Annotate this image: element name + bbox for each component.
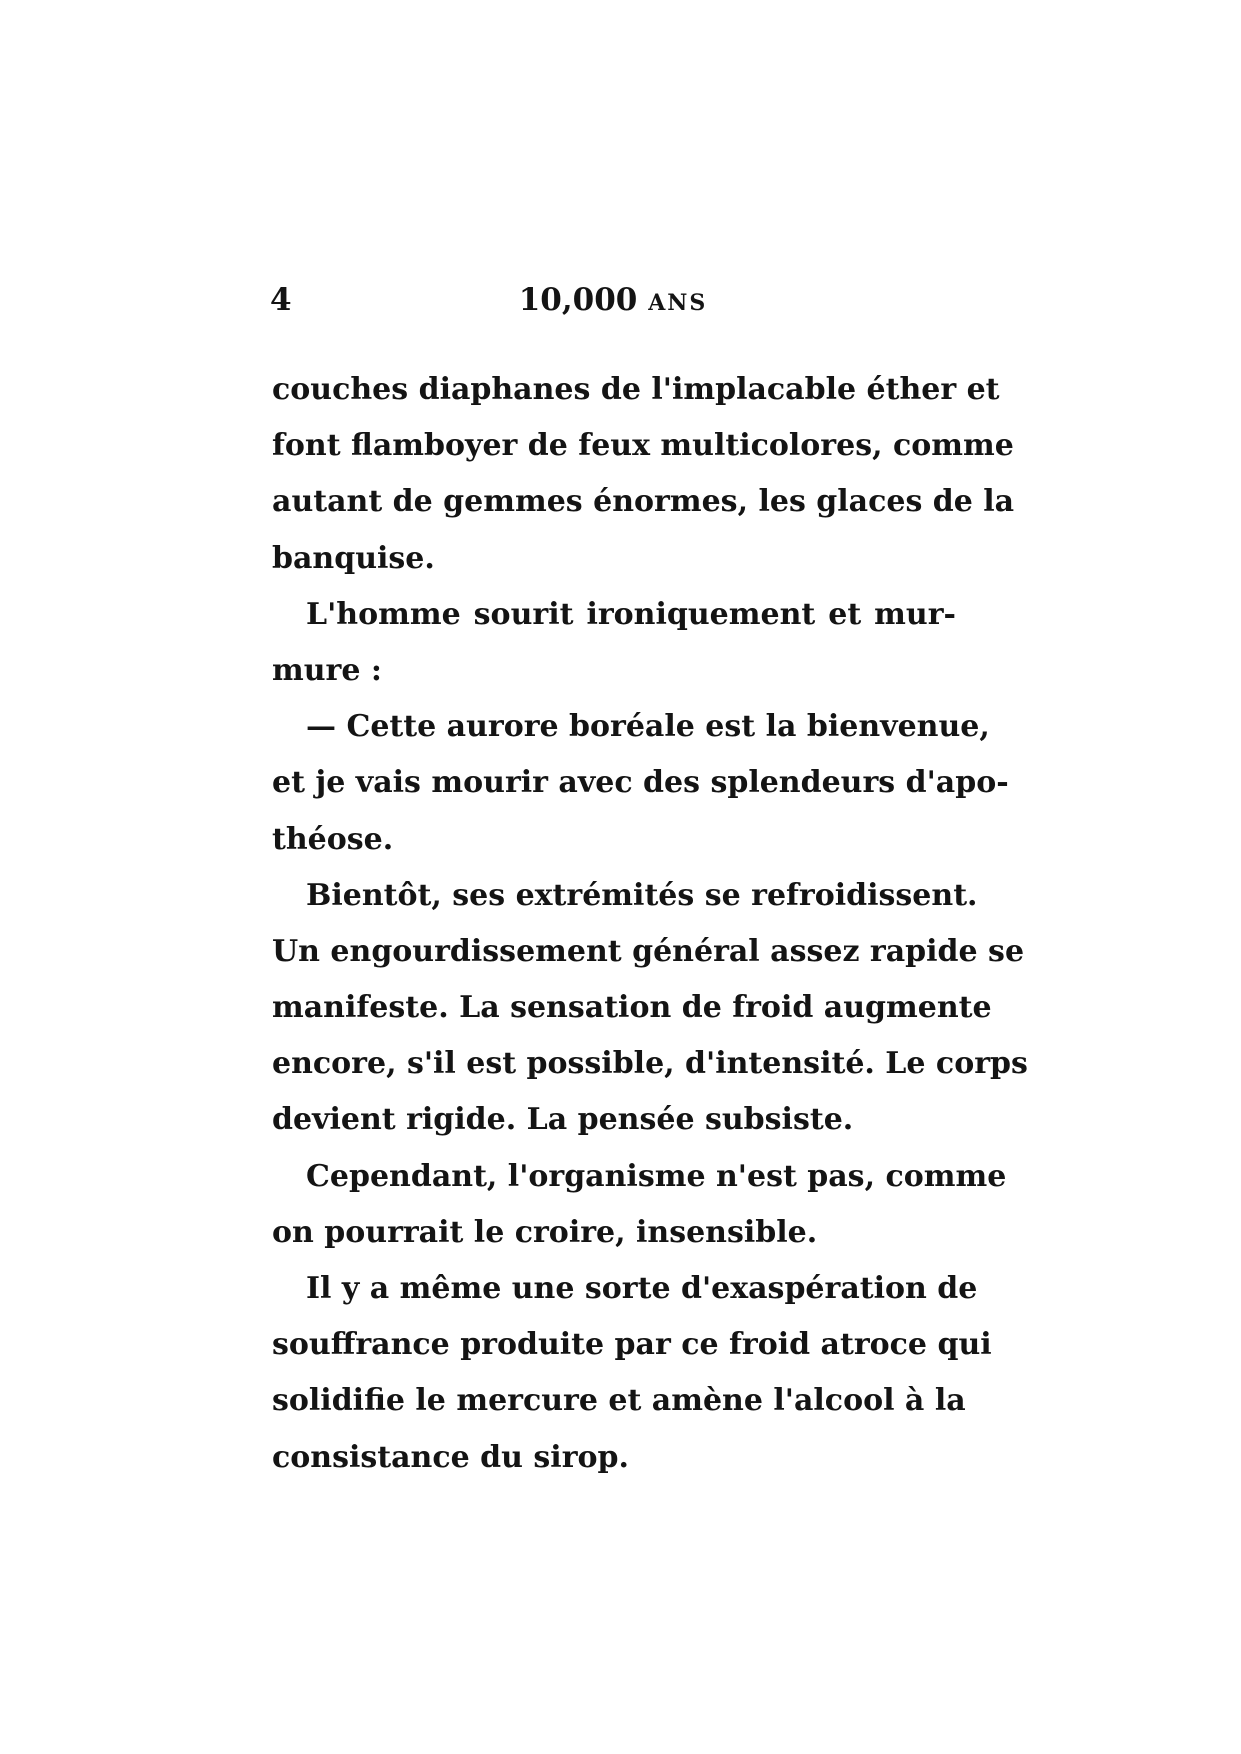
text-line: on pourrait le croire, insensible. bbox=[272, 1214, 818, 1250]
text-line: font flamboyer de feux multicolores, comme bbox=[272, 428, 1014, 464]
text-line: encore, s'il est possible, d'intensité. Le corps bbox=[272, 1046, 1028, 1082]
text-line: devient rigide. La pensée subsiste. bbox=[272, 1102, 854, 1138]
running-head bbox=[270, 282, 956, 332]
text-line: et je vais mourir avec des splendeurs d'apo- bbox=[272, 765, 1009, 801]
text-line: banquise. bbox=[272, 540, 435, 576]
text-line: théose. bbox=[272, 821, 394, 857]
text-line: consistance du sirop. bbox=[272, 1439, 629, 1475]
text-line: Un engourdissement général assez rapide se bbox=[272, 933, 1025, 969]
text-line: solidifie le mercure et amène l'alcool à la bbox=[272, 1383, 966, 1419]
text-line: souffrance produite par ce froid atroce qui bbox=[272, 1327, 992, 1363]
text-line: mure : bbox=[272, 652, 382, 688]
body-text bbox=[272, 362, 1028, 1486]
text-line: Bientôt, ses extrémités se refroidissent. bbox=[306, 877, 978, 913]
running-title-smallcaps: ANS bbox=[648, 290, 708, 316]
text-line: — Cette aurore boréale est la bienvenue, bbox=[306, 709, 990, 745]
text-line: Cependant, l'organisme n'est pas, comme bbox=[306, 1158, 1007, 1194]
running-title-main: 10,000 bbox=[518, 282, 638, 318]
text-line: manifeste. La sensation de froid augmente bbox=[272, 990, 992, 1026]
text-line: couches diaphanes de l'implacable éther et bbox=[272, 372, 1000, 407]
text-line: Il y a même une sorte d'exaspération de bbox=[306, 1271, 978, 1306]
running-title bbox=[270, 282, 956, 318]
text-line: L'homme sourit ironiquement et mur- bbox=[306, 596, 956, 632]
text-line: autant de gemmes énormes, les glaces de la bbox=[272, 484, 1015, 520]
page-number: 4 bbox=[270, 282, 292, 318]
